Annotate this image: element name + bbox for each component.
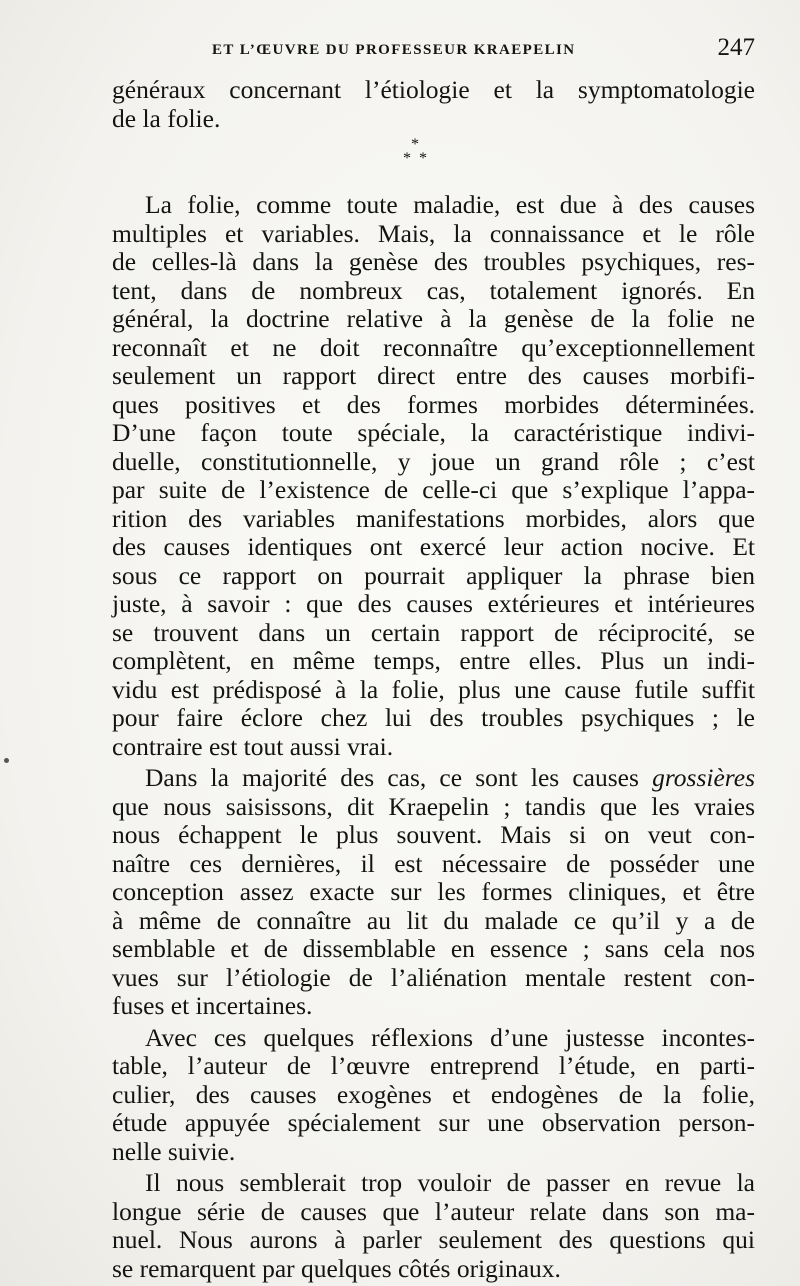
paragraph — [112, 764, 755, 1021]
text-line: reconnaît et ne doit reconnaître qu’exceptionnellement — [112, 332, 755, 362]
text-line: par suite de l’existence de celle-ci que s’explique l’appa- — [112, 475, 755, 504]
asterisk: * — [411, 136, 419, 153]
section-separator — [112, 133, 755, 191]
text-line: contraire est tout aussi vrai. — [112, 731, 394, 761]
text-line: des causes identiques ont exercé leur action nocive. Et — [112, 532, 755, 561]
text-line: culier, des causes exogènes et endogènes de la folie, — [112, 1079, 755, 1109]
paragraph-continuation — [112, 76, 755, 133]
text-line: vidu est prédisposé à la folie, plus une cause futile suffit — [112, 674, 755, 704]
text-line: table, l’auteur de l’œuvre entreprend l’étude, en parti- — [112, 1051, 755, 1080]
text-line: D’une façon toute spéciale, la caractéristique indivi- — [112, 418, 755, 447]
text-run: Dans la majorité des cas, ce sont les causes — [145, 763, 639, 792]
text-line: naître ces dernières, il est nécessaire de posséder une — [112, 848, 755, 878]
text-line: nelle suivie. — [112, 1136, 236, 1166]
text-line: étude appuyée spécialement sur une observation person- — [112, 1108, 755, 1137]
emphasized-word: grossières — [652, 763, 756, 792]
text-line: tent, dans de nombreux cas, totalement ignorés. En — [112, 275, 755, 305]
text-line: pour faire éclore chez lui des troubles psychiques ; le — [112, 703, 755, 732]
text-line: de la folie. — [112, 103, 221, 133]
text-line: ques positives et des formes morbides déterminées. — [112, 389, 755, 419]
text-line: juste, à savoir : que des causes extérieures et intérieures — [112, 589, 755, 618]
text-line: se remarquent par quelques côtés originaux. — [112, 1253, 561, 1283]
text-line: se trouvent dans un certain rapport de réciprocité, se — [112, 617, 755, 647]
text-line: généraux concernant l’étiologie et la symptomatologie — [112, 75, 755, 104]
text-line: Avec ces quelques réflexions d’une justesse incontes- — [145, 1022, 755, 1052]
text-line — [112, 764, 755, 793]
text-line: La folie, comme toute maladie, est due à des causes — [145, 190, 755, 219]
text-line: Il nous semblerait trop vouloir de passer en revue la — [145, 1168, 755, 1197]
text-line: rition des variables manifestations morbides, alors que — [112, 503, 755, 533]
text-line: longue série de causes que l’auteur relate dans son ma- — [112, 1196, 755, 1226]
asterisk: * — [419, 150, 427, 167]
paragraph — [112, 1024, 755, 1167]
text-line: semblable et de dissemblable en essence ; sans cela nos — [112, 934, 755, 963]
body-text — [112, 76, 755, 1283]
text-line: complètent, en même temps, entre elles. Plus un indi- — [112, 646, 755, 675]
margin-dot — [4, 758, 9, 763]
asterisk: * — [403, 150, 411, 167]
asterism-icon — [401, 137, 433, 177]
text-line: fuses et incertaines. — [112, 991, 313, 1020]
text-line: conception assez exacte sur les formes cliniques, et être — [112, 877, 755, 906]
text-line: vues sur l’étiologie de l’aliénation mentale restent con- — [112, 962, 755, 992]
paragraph — [112, 191, 755, 761]
text-line: multiples et variables. Mais, la connaissance et le rôle — [112, 218, 755, 248]
page-number: 247 — [717, 34, 755, 61]
text-line: duelle, constitutionnelle, y joue un grand rôle ; c’est — [112, 446, 755, 476]
text-line: que nous saisissons, dit Kraepelin ; tandis que les vraies — [112, 791, 755, 821]
text-line: de celles-là dans la genèse des troubles psychiques, res- — [112, 247, 755, 276]
text-line: sous ce rapport on pourrait appliquer la phrase bien — [112, 560, 755, 590]
paragraph — [112, 1169, 755, 1283]
text-line: nous échappent le plus souvent. Mais si on veut con- — [112, 820, 755, 849]
running-head — [112, 36, 755, 68]
text-line: seulement un rapport direct entre des causes morbifi- — [112, 361, 755, 390]
text-line: à même de connaître au lit du malade ce qu’il y a de — [112, 905, 755, 935]
running-title: ET L’ŒUVRE DU PROFESSEUR KRAEPELIN — [212, 42, 576, 58]
text-line: général, la doctrine relative à la genèse de la folie ne — [112, 304, 755, 333]
text-line: nuel. Nous aurons à parler seulement des questions qui — [112, 1225, 755, 1254]
